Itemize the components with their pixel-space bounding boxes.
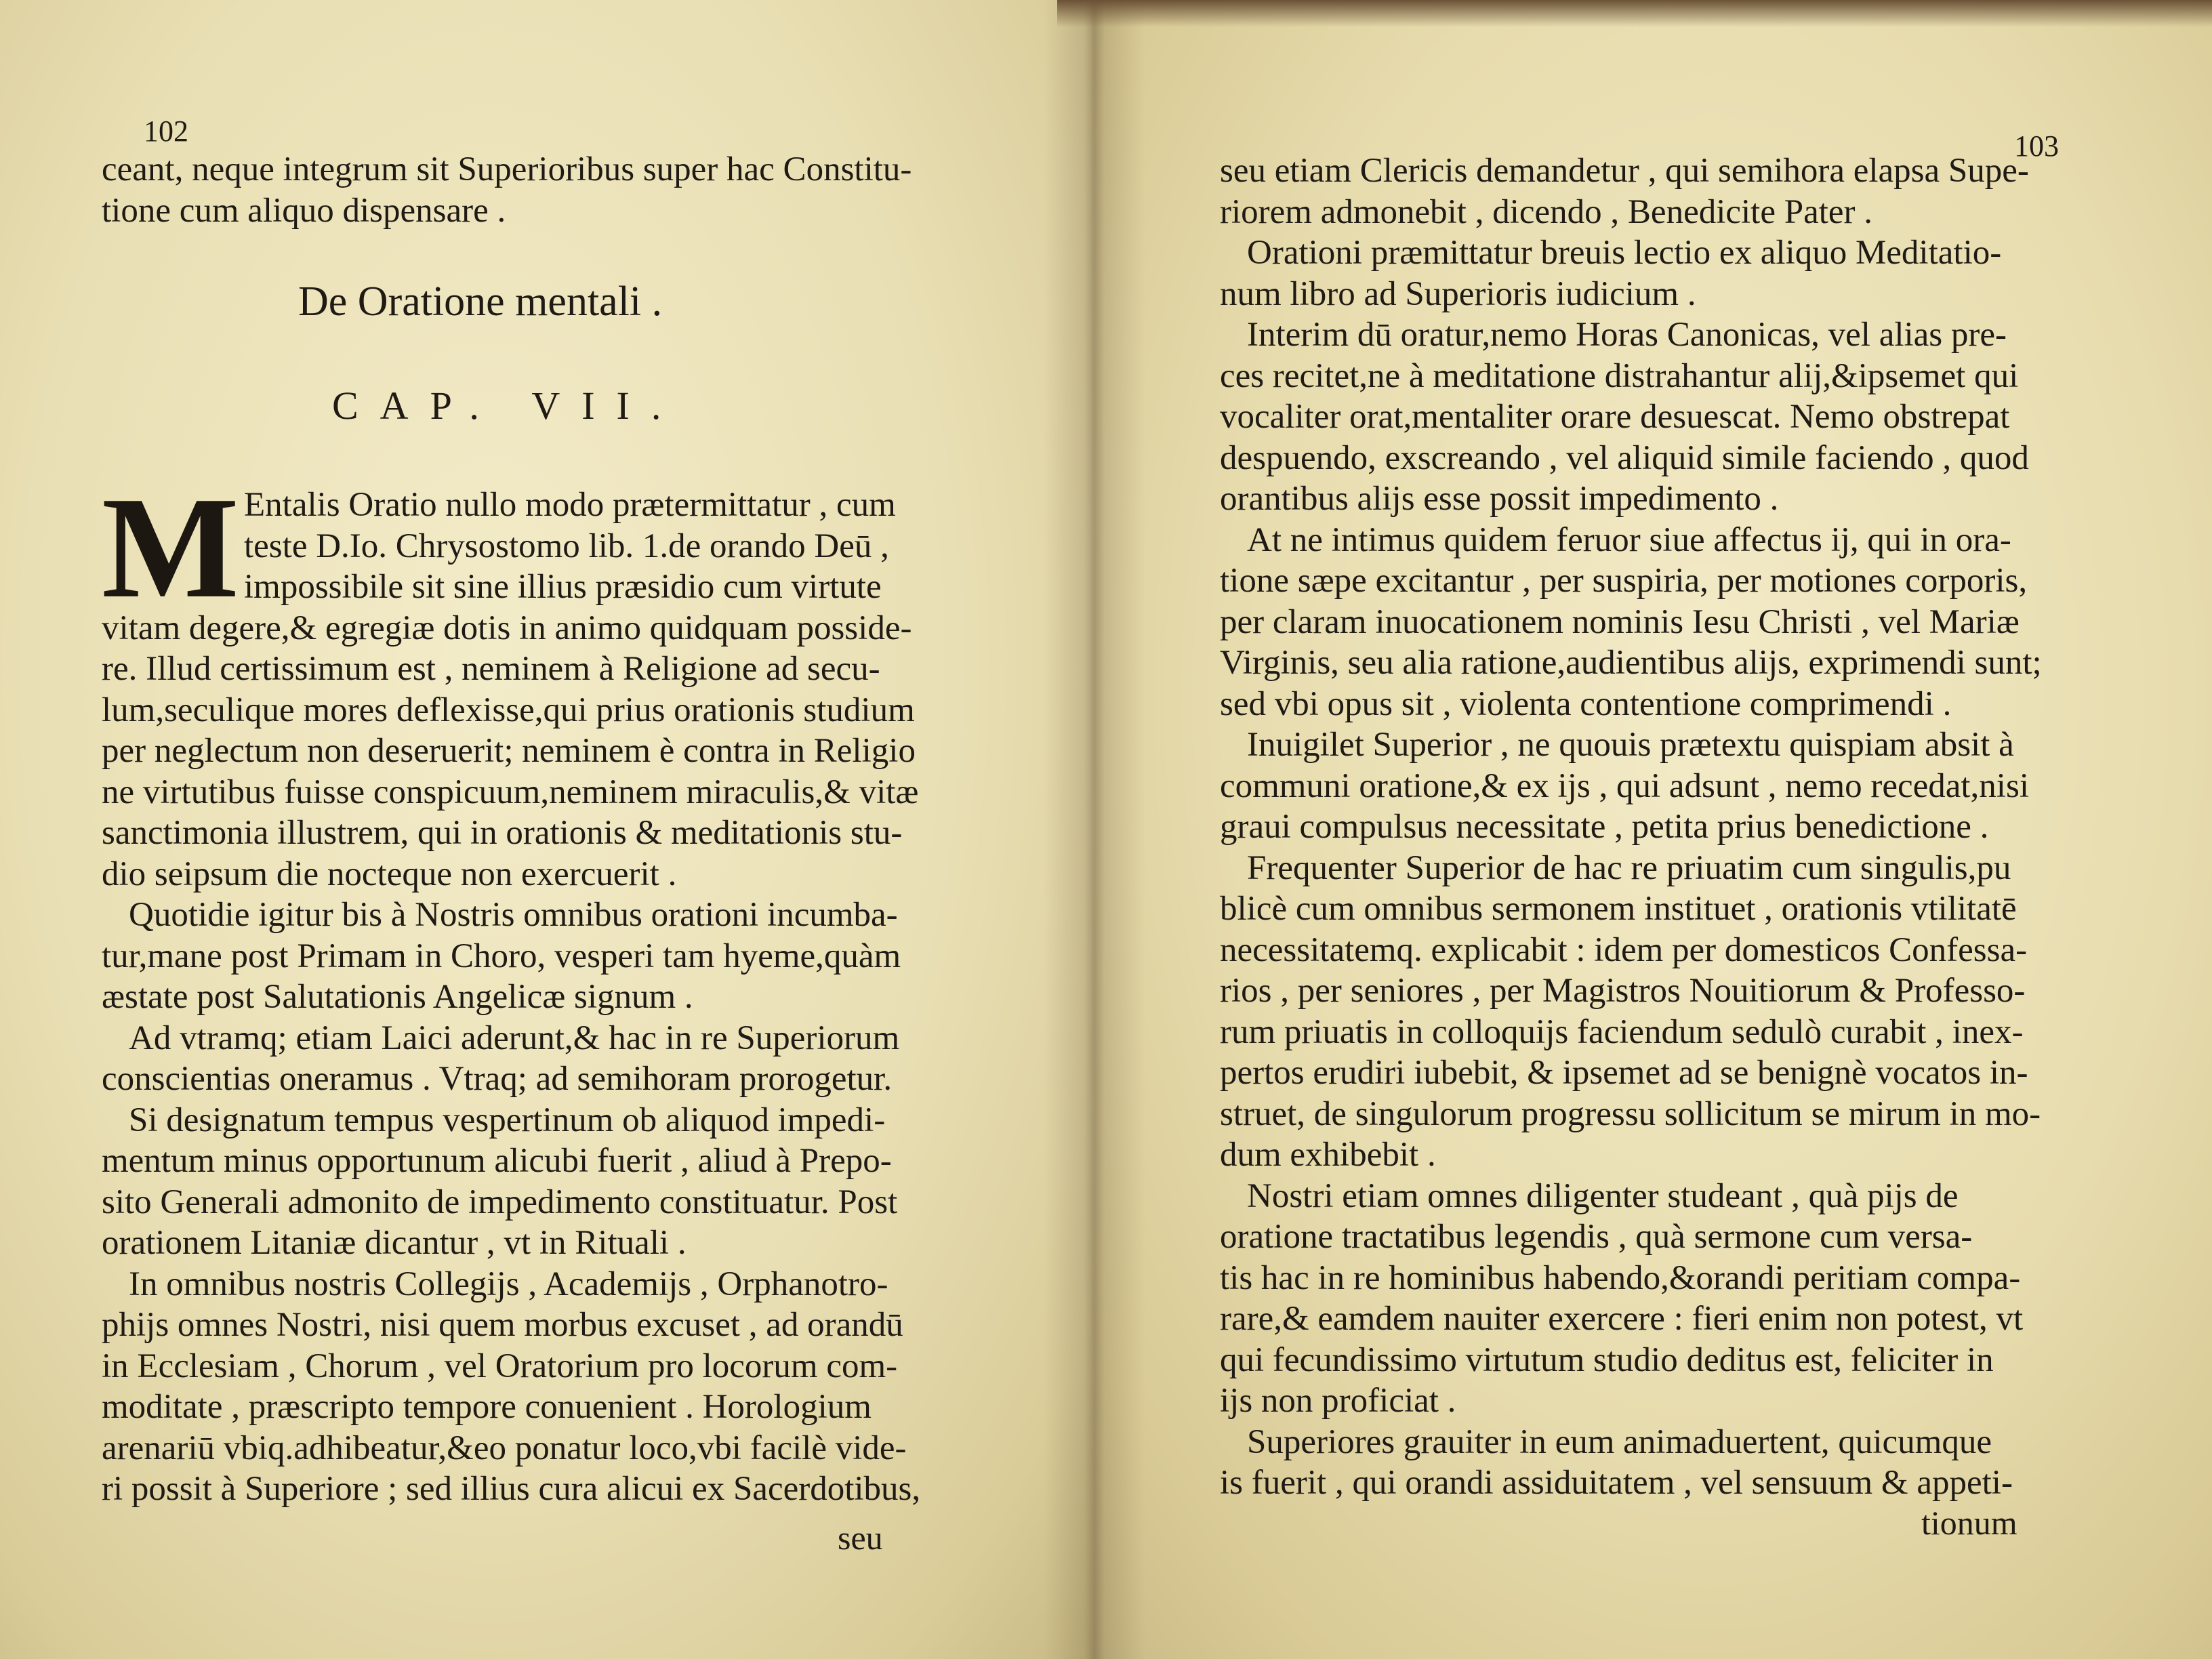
text-line: pertos erudiri iubebit, & ipsemet ad se benignè vocatos in- bbox=[1220, 1054, 2028, 1092]
text-line: ne virtutibus fuisse conspicuum,neminem miraculis,& vitæ bbox=[102, 773, 919, 811]
text-line: necessitatemq. explicabit : idem per domesticos Confessa- bbox=[1220, 930, 2028, 969]
text-line: Virginis, seu alia ratione,audientibus alijs, exprimendi sunt; bbox=[1220, 644, 2042, 682]
text-line: lum,seculique mores deflexisse,qui prius orationis studium bbox=[102, 691, 915, 729]
text-line: num libro ad Superioris iudicium . bbox=[1220, 274, 1696, 313]
text-line: is fuerit , qui orandi assiduitatem , vel sensuum & appeti- bbox=[1220, 1464, 2013, 1502]
text-line: ri possit à Superiore ; sed illius cura alicui ex Sacerdotibus, bbox=[102, 1470, 921, 1508]
left-page bbox=[0, 0, 1091, 1659]
text-line: re. Illud certissimum est , neminem à Religione ad secu- bbox=[102, 650, 880, 688]
text-line: rios , per seniores , per Magistros Nouitiorum & Professo- bbox=[1220, 972, 2026, 1010]
right-body-text bbox=[1220, 150, 2101, 1504]
text-line: tis hac in re hominibus habendo,&orandi peritiam compa- bbox=[1220, 1258, 2021, 1297]
right-page bbox=[1091, 0, 2212, 1659]
text-line: riorem admonebit , dicendo , Benedicite Pater . bbox=[1220, 192, 1873, 231]
text-line: Interim dū oratur,nemo Horas Canonicas, vel alias pre- bbox=[1247, 316, 2007, 354]
text-line: phijs omnes Nostri, nisi quem morbus excuset , ad orandū bbox=[102, 1306, 903, 1344]
text-line: mentum minus opportunum alicubi fuerit , aliud à Prepo- bbox=[102, 1142, 892, 1180]
text-line: impossibile sit sine illius præsidio cum virtute bbox=[244, 568, 882, 606]
text-line: tur,mane post Primam in Choro, vesperi tam hyeme,quàm bbox=[102, 937, 901, 975]
continuation-text bbox=[102, 149, 956, 231]
chapter-heading: CAP. VII. bbox=[332, 384, 683, 428]
text-line: sanctimonia illustrem, qui in orationis & meditationis stu- bbox=[102, 814, 903, 852]
text-line: In omnibus nostris Collegijs , Academijs , Orphanotro- bbox=[129, 1265, 888, 1303]
text-line: Quotidie igitur bis à Nostris omnibus orationi incumba- bbox=[129, 896, 898, 934]
text-line: Superiores grauiter in eum animaduertent, quicumque bbox=[1247, 1422, 1992, 1461]
text-line: tione sæpe excitantur , per suspiria, per motiones corporis, bbox=[1220, 562, 2028, 600]
text-line: despuendo, exscreando , vel aliquid simile faciendo , quod bbox=[1220, 438, 2029, 477]
text-line: dio seipsum die nocteque non exercuerit . bbox=[102, 855, 677, 893]
text-line: ijs non proficiat . bbox=[1220, 1382, 1456, 1420]
page-edge-shadow bbox=[1057, 0, 2212, 27]
catchword: tionum bbox=[1921, 1504, 2018, 1542]
text-line: vitam degere,& egregiæ dotis in animo quidquam posside- bbox=[102, 609, 912, 647]
text-line: orationem Litaniæ dicantur , vt in Rituali . bbox=[102, 1224, 687, 1262]
text-line: per claram inuocationem nominis Iesu Christi , vel Mariæ bbox=[1220, 602, 2020, 641]
text-line: sed vbi opus sit , violenta contentione comprimendi . bbox=[1220, 684, 1952, 723]
text-line: Si designatum tempus vespertinum ob aliquod impedi- bbox=[129, 1101, 886, 1139]
drop-cap-initial: M bbox=[102, 466, 239, 628]
text-line: arenariū vbiq.adhibeatur,&eo ponatur loco,vbi facilè vide- bbox=[102, 1429, 907, 1467]
text-line: blicè cum omnibus sermonem instituet , orationis vtilitatē bbox=[1220, 890, 2017, 928]
text-line: conscientias oneramus . Vtraq; ad semihoram prorogetur. bbox=[102, 1060, 893, 1098]
text-line: Entalis Oratio nullo modo prætermittatur , cum bbox=[244, 486, 896, 524]
text-line: struet, de singulorum progressu sollicitum se mirum in mo- bbox=[1220, 1094, 2041, 1133]
text-line: dum exhibebit . bbox=[1220, 1136, 1436, 1174]
text-line: Ad vtramq; etiam Laici aderunt,& hac in re Superiorum bbox=[129, 1019, 900, 1057]
text-line: moditate , præscripto tempore conuenient . Horologium bbox=[102, 1388, 872, 1426]
text-line: vocaliter orat,mentaliter orare desuescat. Nemo obstrepat bbox=[1220, 398, 2010, 436]
text-line: oratione tractatibus legendis , quà sermone cum versa- bbox=[1220, 1218, 1973, 1256]
page-number: 103 bbox=[2014, 129, 2059, 163]
page-number: 102 bbox=[144, 115, 188, 148]
section-title: De Oratione mentali . bbox=[298, 279, 663, 325]
text-line: sito Generali admonito de impedimento constituatur. Post bbox=[102, 1183, 898, 1221]
text-line: seu etiam Clericis demandetur , qui semihora elapsa Supe- bbox=[1220, 152, 2029, 190]
text-line: æstate post Salutationis Angelicæ signum . bbox=[102, 978, 693, 1016]
left-body-text bbox=[102, 466, 956, 1510]
text-line: in Ecclesiam , Chorum , vel Oratorium pro locorum com- bbox=[102, 1347, 898, 1385]
text-line: communi oratione,& ex ijs , qui adsunt , nemo recedat,nisi bbox=[1220, 766, 2029, 805]
text-line: Frequenter Superior de hac re priuatim cum singulis,pu bbox=[1247, 848, 2011, 887]
text-line: tione cum aliquo dispensare . bbox=[102, 191, 506, 230]
text-line: Inuigilet Superior , ne quouis prætextu quispiam absit à bbox=[1247, 726, 2014, 764]
text-line: graui compulsus necessitate , petita prius benedictione . bbox=[1220, 808, 1989, 846]
text-line: ceant, neque integrum sit Superioribus super hac Constitu- bbox=[102, 150, 912, 188]
text-line: Orationi præmittatur breuis lectio ex aliquo Meditatio- bbox=[1247, 234, 2002, 272]
text-line: qui fecundissimo virtutum studio deditus est, feliciter in bbox=[1220, 1340, 1994, 1379]
text-line: teste D.Io. Chrysostomo lib. 1.de orando Deū , bbox=[244, 527, 889, 565]
catchword: seu bbox=[838, 1519, 883, 1557]
text-line: ces recitet,ne à meditatione distrahantur alij,&ipsemet qui bbox=[1220, 356, 2019, 395]
text-line: At ne intimus quidem feruor siue affectus ij, qui in ora- bbox=[1247, 520, 2011, 559]
text-line: per neglectum non deseruerit; neminem è contra in Religio bbox=[102, 732, 916, 770]
text-line: rare,& eamdem nauiter exercere : fieri enim non potest, vt bbox=[1220, 1300, 2024, 1338]
text-line: rum priuatis in colloquijs faciendum sedulò curabit , inex- bbox=[1220, 1012, 2024, 1051]
text-line: orantibus alijs esse possit impedimento . bbox=[1220, 480, 1779, 518]
text-line: Nostri etiam omnes diligenter studeant , quà pijs de bbox=[1247, 1176, 1959, 1215]
